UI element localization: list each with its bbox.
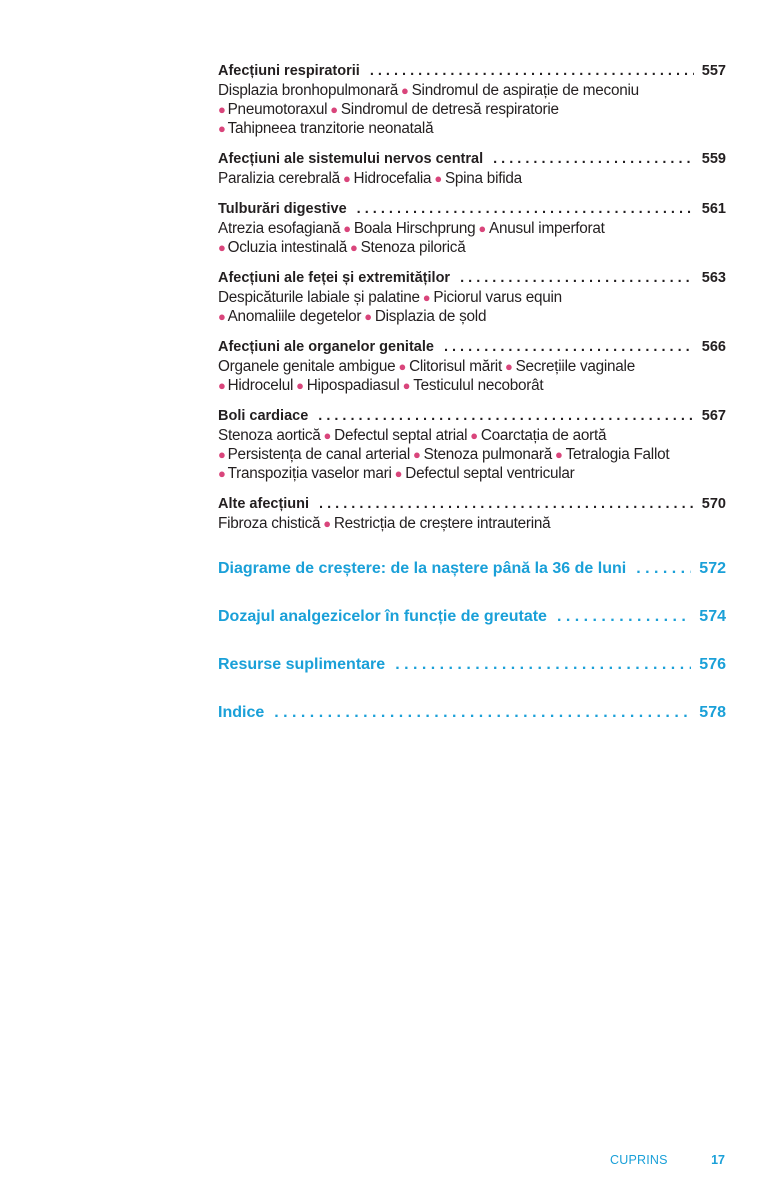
bullet-dot-icon: ● <box>343 221 351 236</box>
toc-major-section[interactable] <box>218 655 726 674</box>
toc-major-title: Dozajul analgezicelor în funcție de greutate <box>218 608 547 625</box>
toc-major-title: Indice <box>218 704 265 721</box>
subtopic-item: Hidrocelul <box>227 377 294 394</box>
subtopic-item: Coarctația de aortă <box>480 427 607 444</box>
dot-leader <box>444 338 694 357</box>
toc-page-number: 559 <box>701 151 726 167</box>
toc-section[interactable] <box>218 269 726 326</box>
bullet-dot-icon: ● <box>478 221 487 236</box>
subtopic-item: Despicăturile labiale și palatine <box>218 289 420 306</box>
toc-page-number: 574 <box>699 608 726 625</box>
toc-section-heading <box>218 62 726 81</box>
subtopic-line <box>218 288 726 307</box>
bullet-dot-icon: ● <box>323 428 332 443</box>
subtopic-item: Stenoza aortică <box>218 427 321 444</box>
subtopic-line <box>218 445 726 464</box>
toc-page-number: 563 <box>701 270 726 286</box>
subtopic-item: Displazia de șold <box>374 308 487 325</box>
toc-major-heading <box>218 607 726 626</box>
subtopic-item: Paralizia cerebrală <box>218 170 340 187</box>
toc-subtopics <box>218 357 726 395</box>
bullet-dot-icon: ● <box>422 290 431 305</box>
toc-major-section[interactable] <box>218 607 726 626</box>
subtopic-item: Hidrocefalia <box>353 170 432 187</box>
toc-page-number: 578 <box>699 704 726 721</box>
toc-major-heading <box>218 655 726 674</box>
subtopic-item: Anomaliile degetelor <box>227 308 362 325</box>
toc-section[interactable] <box>218 338 726 395</box>
toc-section-heading <box>218 269 726 288</box>
bullet-dot-icon: ● <box>555 447 563 462</box>
bullet-dot-icon: ● <box>323 516 331 531</box>
toc-subtopics <box>218 169 726 188</box>
bullet-dot-icon: ● <box>342 171 351 186</box>
toc-page-number: 557 <box>701 63 726 79</box>
bullet-dot-icon: ● <box>394 466 403 481</box>
subtopic-line <box>218 100 726 119</box>
dot-leader <box>318 407 694 426</box>
subtopic-line <box>218 357 726 376</box>
dot-leader <box>395 655 691 674</box>
toc-section[interactable] <box>218 150 726 188</box>
bullet-dot-icon: ● <box>434 171 442 186</box>
subtopic-line <box>218 219 726 238</box>
subtopic-item: Defectul septal ventricular <box>405 465 575 482</box>
toc-section-title: Afecțiuni ale organelor genitale <box>218 339 434 355</box>
dot-leader <box>357 200 694 219</box>
toc-section[interactable] <box>218 495 726 533</box>
toc-section-heading <box>218 150 726 169</box>
bullet-dot-icon: ● <box>400 83 409 98</box>
subtopic-item: Tahipneea tranzitorie neonatală <box>227 120 434 137</box>
toc-section[interactable] <box>218 407 726 483</box>
bullet-dot-icon: ● <box>296 378 304 393</box>
toc-section[interactable] <box>218 200 726 257</box>
subtopic-item: Stenoza pulmonară <box>423 446 553 463</box>
subtopic-line <box>218 376 726 395</box>
toc-section-title: Afecțiuni ale feței și extremităților <box>218 270 451 286</box>
dot-leader <box>319 495 694 514</box>
toc-page-number: 570 <box>701 496 726 512</box>
toc-subtopics <box>218 514 726 533</box>
bullet-dot-icon: ● <box>470 428 478 443</box>
dot-leader <box>636 559 691 578</box>
toc-page-number: 566 <box>701 339 726 355</box>
toc-section-title: Tulburări digestive <box>218 201 347 217</box>
bullet-dot-icon: ● <box>218 447 226 462</box>
toc-page-number: 576 <box>699 656 726 673</box>
subtopic-item: Spina bifida <box>444 170 522 187</box>
subtopic-item: Secrețiile vaginale <box>515 358 635 375</box>
toc-subtopics <box>218 288 726 326</box>
toc-subtopics <box>218 426 726 483</box>
bullet-dot-icon: ● <box>330 102 338 117</box>
subtopic-line <box>218 464 726 483</box>
toc-subtopics <box>218 219 726 257</box>
subtopic-line <box>218 81 726 100</box>
subtopic-item: Tetralogia Fallot <box>565 446 670 463</box>
subtopic-item: Stenoza pilorică <box>360 239 466 256</box>
toc-major-heading <box>218 703 726 722</box>
dot-leader <box>274 703 691 722</box>
subtopic-item: Hipospadiasul <box>306 377 400 394</box>
toc-section-title: Alte afecțiuni <box>218 496 310 512</box>
bullet-dot-icon: ● <box>398 359 407 374</box>
bullet-dot-icon: ● <box>218 102 226 117</box>
toc-major-title: Resurse suplimentare <box>218 656 386 673</box>
toc-major-section[interactable] <box>218 703 726 722</box>
toc-major-title: Diagrame de creștere: de la naștere până la 36 de luni <box>218 560 627 577</box>
dot-leader <box>557 607 691 626</box>
toc-section-title: Boli cardiace <box>218 408 309 424</box>
subtopic-item: Testiculul necoborât <box>413 377 544 394</box>
bullet-dot-icon: ● <box>218 121 226 136</box>
subtopic-item: Restricția de creștere intrauterină <box>333 515 551 532</box>
toc-page-number: 572 <box>699 560 726 577</box>
subtopic-item: Pneumotoraxul <box>227 101 328 118</box>
subtopic-item: Anusul imperforat <box>489 220 605 237</box>
dot-leader <box>460 269 694 288</box>
toc-section-heading <box>218 338 726 357</box>
toc-page-number: 567 <box>701 408 726 424</box>
toc-major-heading <box>218 559 726 578</box>
table-of-contents <box>218 62 726 722</box>
bullet-dot-icon: ● <box>504 359 513 374</box>
footer-section-label: CUPRINS <box>610 1153 668 1167</box>
subtopic-item: Displazia bronhopulmonară <box>218 82 398 99</box>
page-footer <box>0 1153 783 1169</box>
bullet-dot-icon: ● <box>402 378 411 393</box>
subtopic-item: Piciorul varus equin <box>433 289 562 306</box>
toc-section-title: Afecțiuni respiratorii <box>218 63 360 79</box>
subtopic-item: Sindromul de aspirație de meconiu <box>411 82 639 99</box>
toc-major-section[interactable] <box>218 559 726 578</box>
subtopic-item: Atrezia esofagiană <box>218 220 341 237</box>
bullet-dot-icon: ● <box>350 240 358 255</box>
subtopic-line <box>218 514 726 533</box>
toc-section[interactable] <box>218 62 726 138</box>
toc-section-heading <box>218 200 726 219</box>
bullet-dot-icon: ● <box>218 240 226 255</box>
toc-section-heading <box>218 495 726 514</box>
subtopic-line <box>218 307 726 326</box>
subtopic-item: Organele genitale ambigue <box>218 358 396 375</box>
subtopic-item: Defectul septal atrial <box>334 427 468 444</box>
subtopic-item: Persistența de canal arterial <box>227 446 410 463</box>
bullet-dot-icon: ● <box>218 378 226 393</box>
dot-leader <box>370 62 694 81</box>
subtopic-line <box>218 119 726 138</box>
subtopic-item: Fibroza chistică <box>218 515 321 532</box>
subtopic-item: Transpoziția vaselor mari <box>227 465 392 482</box>
subtopic-line <box>218 426 726 445</box>
bullet-dot-icon: ● <box>364 309 372 324</box>
subtopic-item: Sindromul de detresă respiratorie <box>340 101 559 118</box>
subtopic-item: Boala Hirschprung <box>353 220 476 237</box>
footer-page-number: 17 <box>711 1153 725 1167</box>
toc-page-number: 561 <box>701 201 726 217</box>
toc-section-heading <box>218 407 726 426</box>
subtopic-line <box>218 238 726 257</box>
subtopic-item: Ocluzia intestinală <box>227 239 347 256</box>
bullet-dot-icon: ● <box>218 309 226 324</box>
toc-section-title: Afecțiuni ale sistemului nervos central <box>218 151 484 167</box>
toc-subtopics <box>218 81 726 138</box>
subtopic-item: Clitorisul mărit <box>409 358 502 375</box>
subtopic-line <box>218 169 726 188</box>
bullet-dot-icon: ● <box>218 466 226 481</box>
bullet-dot-icon: ● <box>412 447 421 462</box>
dot-leader <box>493 150 694 169</box>
